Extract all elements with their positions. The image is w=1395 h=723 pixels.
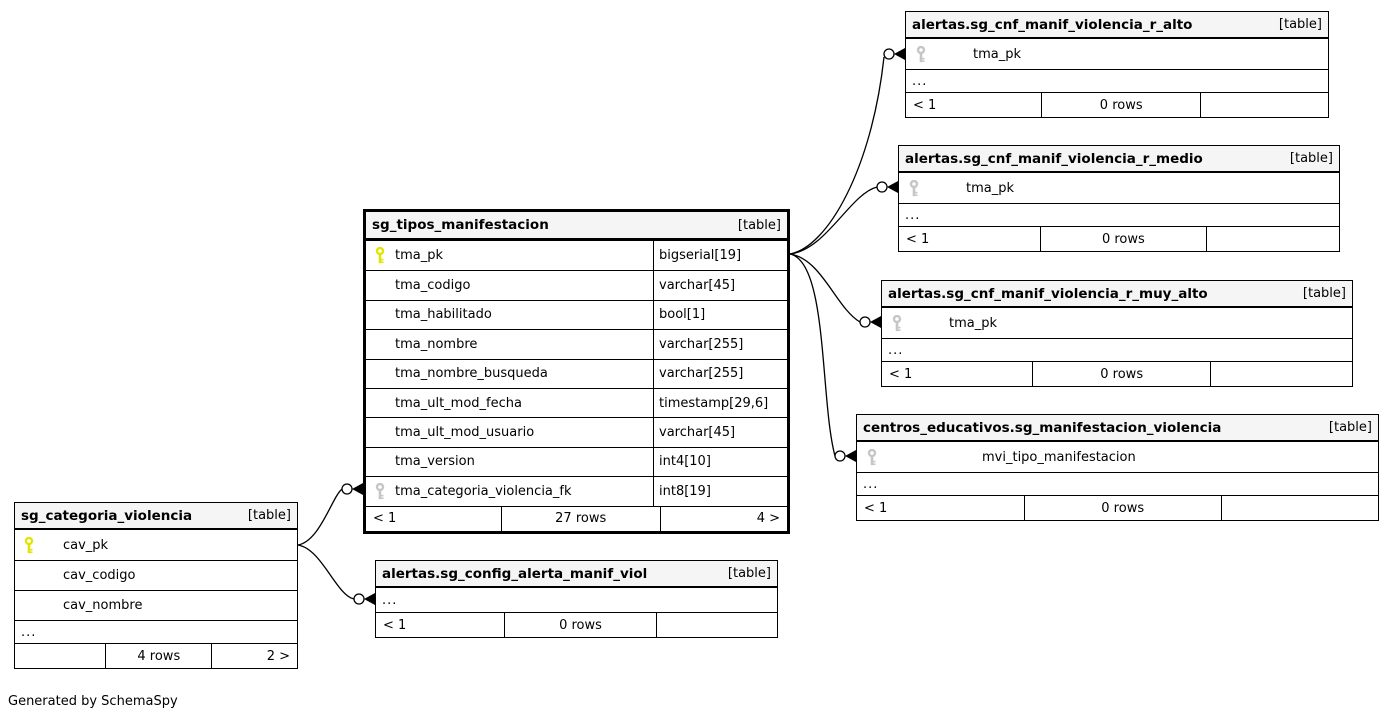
column-row <box>366 300 787 329</box>
table-footer <box>899 226 1339 251</box>
column-row <box>15 530 297 560</box>
footer-row-count: 0 rows <box>1040 227 1207 251</box>
column-row <box>366 476 787 505</box>
table-footer <box>376 612 777 637</box>
column-name: cav_nombre <box>63 598 143 613</box>
table-header <box>366 212 787 241</box>
footer-related-right: 2 > <box>266 648 290 664</box>
table-sg-tipos-manifestacion <box>363 209 790 534</box>
column-name: tma_nombre_busqueda <box>395 366 548 382</box>
footer-related-left: < 1 <box>889 366 913 382</box>
fk-edge-cat-to-tipos <box>298 489 342 545</box>
fk-edge-tipos-to-r-alto <box>790 57 884 254</box>
footer-row-count: 4 rows <box>105 644 212 668</box>
table-centros-educativos-sg-manifestacion-violencia <box>856 414 1379 521</box>
table-tag: [table] <box>247 508 291 523</box>
edge-arrowhead <box>845 450 856 462</box>
table-footer <box>882 361 1352 386</box>
edge-arrowhead <box>870 316 881 328</box>
footer-related-right <box>1207 227 1339 251</box>
foreign-key-icon <box>866 449 878 466</box>
footer-related-right <box>1222 496 1378 520</box>
column-name: tma_pk <box>949 315 998 331</box>
edge-circle <box>342 484 352 494</box>
footer-related-left: < 1 <box>383 617 407 633</box>
column-row <box>15 590 297 620</box>
edge-circle <box>877 182 887 192</box>
foreign-key-icon <box>891 315 903 332</box>
column-type: varchar[45] <box>653 271 787 299</box>
footer-row-count: 0 rows <box>1041 93 1201 117</box>
column-name: tma_pk <box>395 248 444 264</box>
column-name: cav_pk <box>63 537 109 553</box>
fk-edge-cat-to-config <box>298 545 354 599</box>
columns-ellipsis: ... <box>906 69 1328 92</box>
table-footer <box>15 643 297 668</box>
table-tag: [table] <box>737 217 781 233</box>
foreign-key-icon <box>374 483 386 500</box>
table-tag: [table] <box>1278 17 1322 32</box>
footer-related-right <box>1211 362 1352 386</box>
table-sg-categoria-violencia <box>14 502 298 669</box>
table-title[interactable]: alertas.sg_cnf_manif_violencia_r_muy_alto <box>888 285 1208 302</box>
table-alertas-sg-cnf-manif-violencia-r-alto <box>905 11 1329 118</box>
columns-ellipsis: ... <box>857 472 1378 495</box>
column-type: int4[10] <box>653 448 787 476</box>
column-row <box>366 447 787 476</box>
column-type: varchar[255] <box>653 330 787 358</box>
fk-edge-tipos-to-r-muyalto <box>790 254 860 322</box>
columns-ellipsis: ... <box>899 203 1339 226</box>
column-name: tma_pk <box>973 46 1022 62</box>
footer-row-count: 0 rows <box>504 613 656 637</box>
column-name: tma_ult_mod_fecha <box>395 395 522 411</box>
foreign-key-icon <box>915 46 927 63</box>
table-tag: [table] <box>1302 286 1346 301</box>
foreign-key-icon <box>908 180 920 197</box>
column-row <box>906 39 1328 69</box>
edge-circle <box>835 451 845 461</box>
column-type: bigserial[19] <box>653 241 787 270</box>
edge-circle <box>884 49 894 59</box>
edge-circle <box>354 594 364 604</box>
column-type: int8[19] <box>653 477 787 505</box>
column-row <box>366 329 787 358</box>
footer-related-right: 4 > <box>756 511 780 527</box>
primary-key-icon <box>23 537 35 554</box>
column-type: bool[1] <box>653 301 787 329</box>
table-tag: [table] <box>727 566 771 581</box>
column-row <box>366 417 787 446</box>
columns-ellipsis: ... <box>15 620 297 643</box>
table-header <box>15 503 297 530</box>
columns-ellipsis: ... <box>882 338 1352 361</box>
primary-key-icon <box>374 247 386 264</box>
footer-related-right <box>1201 93 1328 117</box>
column-name: tma_pk <box>966 180 1015 196</box>
edge-arrowhead <box>894 48 905 60</box>
column-row <box>15 560 297 590</box>
footer-related-right <box>657 613 777 637</box>
column-type: varchar[255] <box>653 360 787 388</box>
table-tag: [table] <box>1289 151 1333 166</box>
table-tag: [table] <box>1328 420 1372 435</box>
table-title[interactable]: alertas.sg_cnf_manif_violencia_r_alto <box>912 16 1193 33</box>
table-footer <box>366 506 787 531</box>
table-alertas-sg-cnf-manif-violencia-r-muy-alto <box>881 280 1353 387</box>
footer-related-left: < 1 <box>913 97 937 113</box>
table-footer <box>906 92 1328 117</box>
fk-edge-tipos-to-r-medio <box>790 187 877 254</box>
edge-arrowhead <box>352 483 363 495</box>
footer-related-left: < 1 <box>864 500 888 516</box>
column-row <box>882 308 1352 338</box>
column-name: tma_codigo <box>395 278 471 294</box>
table-alertas-sg-cnf-manif-violencia-r-medio <box>898 145 1340 252</box>
table-title[interactable]: sg_categoria_violencia <box>21 507 193 524</box>
column-row <box>366 388 787 417</box>
footer-row-count: 0 rows <box>1024 496 1222 520</box>
edge-arrowhead <box>364 593 375 605</box>
table-title[interactable]: sg_tipos_manifestacion <box>372 217 549 233</box>
columns-ellipsis: ... <box>382 592 398 608</box>
footer-row-count: 27 rows <box>501 507 661 531</box>
table-header <box>376 561 777 588</box>
footer-related-left: < 1 <box>373 511 397 527</box>
table-header <box>882 281 1352 308</box>
column-row <box>366 241 787 270</box>
column-type: timestamp[29,6] <box>653 389 787 417</box>
column-row <box>899 173 1339 203</box>
table-footer <box>857 495 1378 520</box>
table-title[interactable]: centros_educativos.sg_manifestacion_violencia <box>863 419 1222 436</box>
table-header <box>857 415 1378 442</box>
table-header <box>906 12 1328 39</box>
table-header <box>899 146 1339 173</box>
column-type: varchar[45] <box>653 418 787 446</box>
footer-related-left: < 1 <box>906 231 930 247</box>
table-title[interactable]: alertas.sg_cnf_manif_violencia_r_medio <box>905 150 1203 167</box>
column-row <box>366 359 787 388</box>
column-name: mvi_tipo_manifestacion <box>982 449 1136 465</box>
generator-caption: Generated by SchemaSpy <box>8 694 178 709</box>
table-alertas-sg-config-alerta-manif-viol <box>375 560 778 638</box>
column-row <box>366 270 787 299</box>
edge-arrowhead <box>887 181 898 193</box>
footer-row-count: 0 rows <box>1032 362 1211 386</box>
column-name: cav_codigo <box>63 568 136 583</box>
column-row <box>857 442 1378 472</box>
column-name: tma_habilitado <box>395 307 492 323</box>
column-name: tma_categoria_violencia_fk <box>395 483 572 499</box>
column-name: tma_ult_mod_usuario <box>395 425 535 441</box>
table-title[interactable]: alertas.sg_config_alerta_manif_viol <box>382 565 648 582</box>
column-name: tma_nombre <box>395 336 478 352</box>
column-name: tma_version <box>395 454 475 470</box>
edge-circle <box>860 317 870 327</box>
footer-related-left <box>15 644 105 668</box>
